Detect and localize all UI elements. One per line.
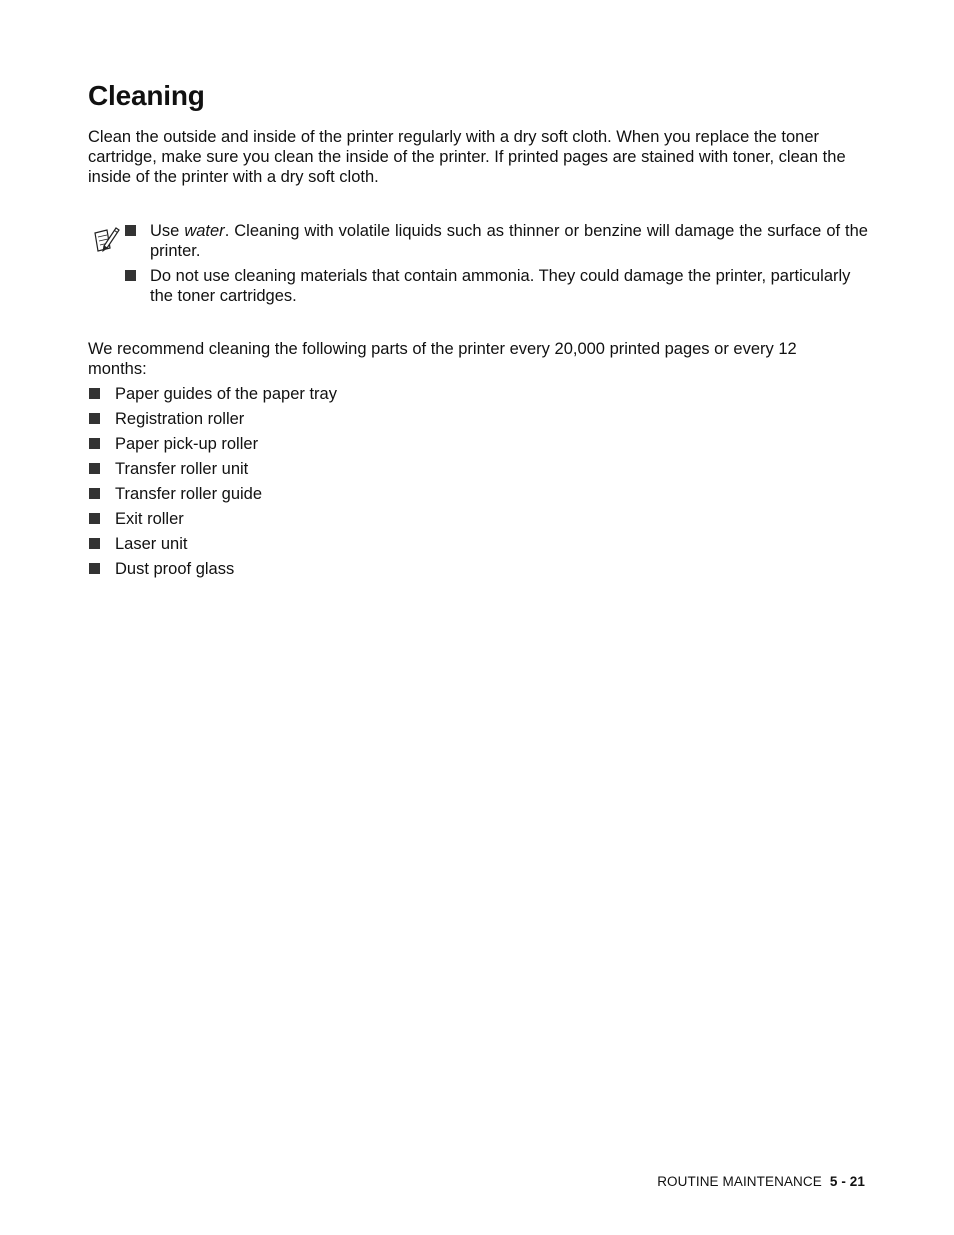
- list-item: [88, 409, 337, 434]
- note-list: [124, 221, 868, 311]
- list-item-label: Transfer roller unit: [115, 460, 249, 478]
- bullet-square-icon: [89, 563, 100, 574]
- page-title: Cleaning: [88, 80, 205, 111]
- bullet-square-icon: [89, 413, 100, 424]
- list-item: [88, 534, 337, 559]
- intro-paragraph: Clean the outside and inside of the printer regularly with a dry soft cloth. When you replace the toner cartridge, make sure you clean the inside of the printer. If printed pages are stained with toner, clean the inside of the printer with a dry soft cloth.: [88, 128, 846, 186]
- bullet-square-icon: [89, 513, 100, 524]
- note-text: . Cleaning with volatile liquids such as thinner or benzine will damage the surface of the printer.: [150, 222, 868, 260]
- page-footer: [657, 1174, 865, 1189]
- list-item-label: Paper pick-up roller: [115, 435, 259, 453]
- page-number: 5 - 21: [829, 1174, 865, 1189]
- recommend-paragraph: We recommend cleaning the following parts of the printer every 20,000 printed pages or every 12 months:: [88, 340, 797, 378]
- list-item: [88, 459, 337, 484]
- bullet-square-icon: [125, 225, 136, 236]
- note-pencil-icon: [92, 224, 122, 254]
- list-item-label: Dust proof glass: [115, 560, 235, 578]
- note-text: Do not use cleaning materials that contain ammonia. They could damage the printer, particularly the toner cartridges.: [150, 267, 851, 305]
- list-item: [88, 509, 337, 534]
- list-item: [88, 434, 337, 459]
- list-item: [88, 384, 337, 409]
- note-item-water: [124, 221, 868, 261]
- list-item-label: Registration roller: [115, 410, 245, 428]
- list-item: [88, 559, 337, 584]
- bullet-square-icon: [89, 538, 100, 549]
- bullet-square-icon: [89, 388, 100, 399]
- list-item-label: Paper guides of the paper tray: [115, 385, 337, 403]
- bullet-square-icon: [89, 438, 100, 449]
- list-item-label: Laser unit: [115, 535, 188, 553]
- bullet-square-icon: [89, 488, 100, 499]
- note-text: Use: [150, 222, 185, 240]
- bullet-square-icon: [125, 270, 136, 281]
- list-item: [88, 484, 337, 509]
- parts-list: [88, 384, 337, 584]
- note-item-ammonia: [124, 266, 868, 306]
- note-emphasis: water: [184, 222, 225, 240]
- footer-section: ROUTINE MAINTENANCE: [657, 1174, 822, 1189]
- list-item-label: Exit roller: [115, 510, 184, 528]
- bullet-square-icon: [89, 463, 100, 474]
- list-item-label: Transfer roller guide: [115, 485, 263, 503]
